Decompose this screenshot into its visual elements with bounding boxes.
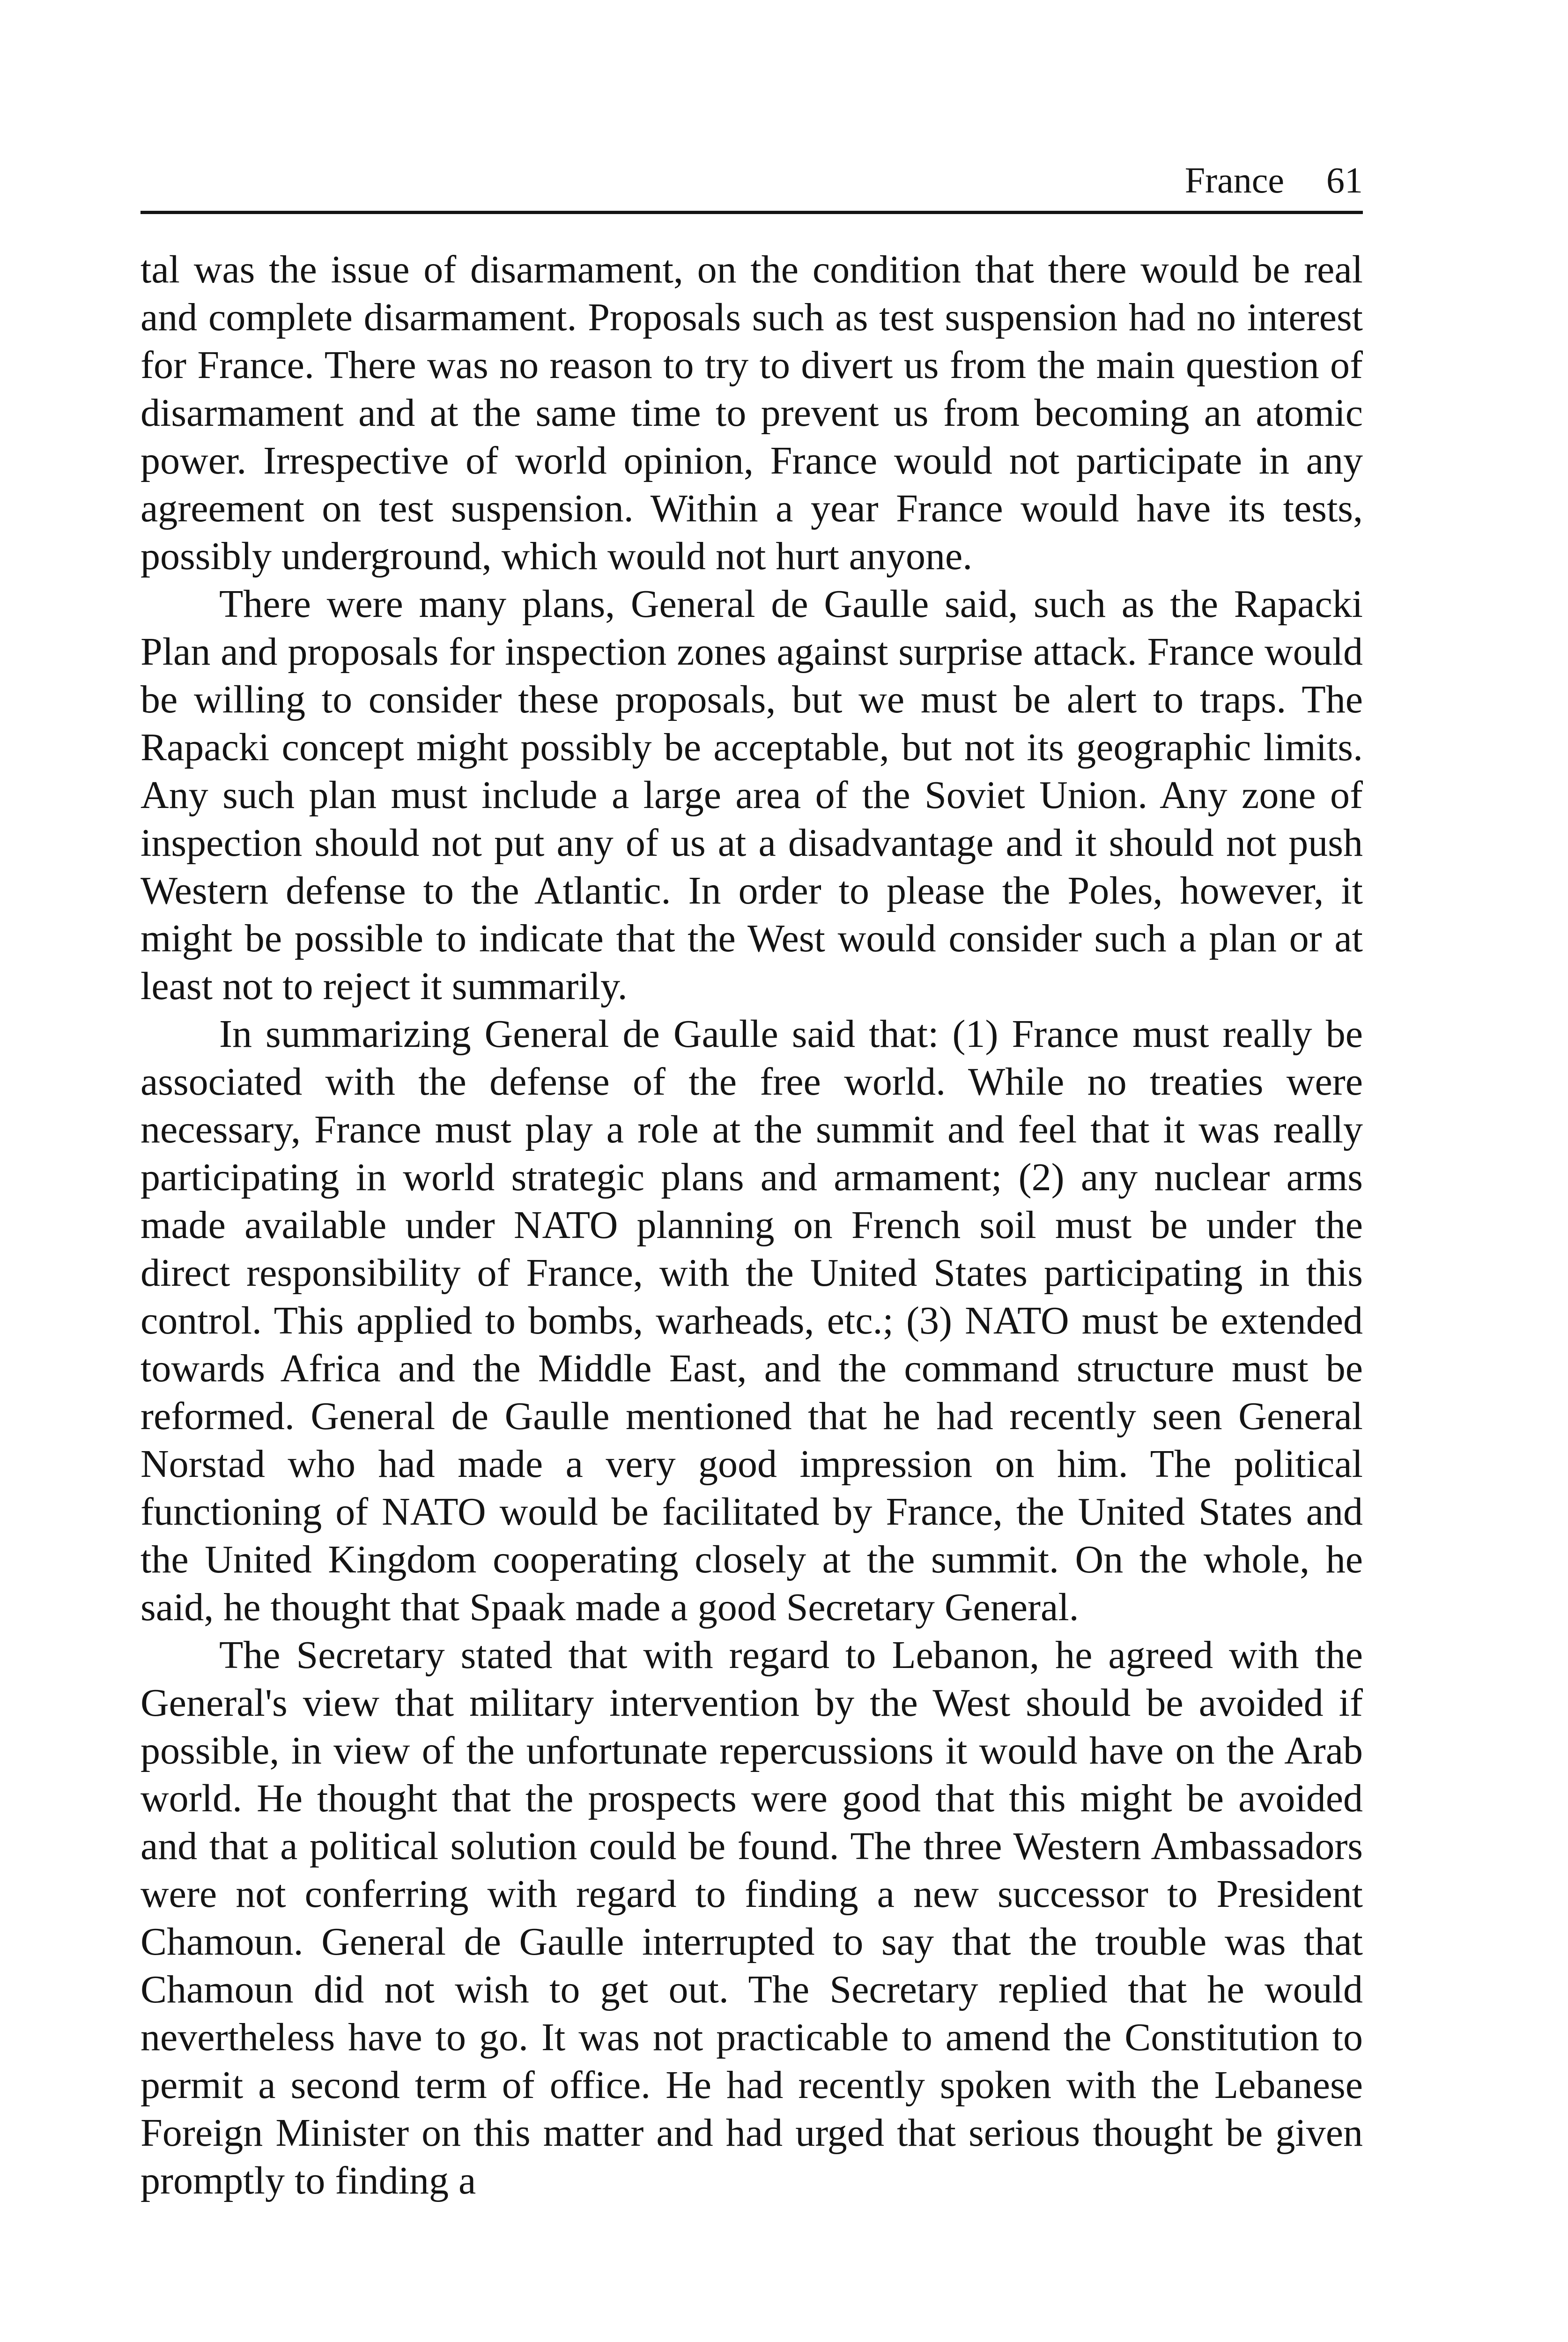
paragraph-1: tal was the issue of disarmament, on the condition that there would be real and complete disarmament. Proposals such as test suspension had no interest for France. There was no reason to try to divert us from the main question of disarmament and at the same time to prevent us from becoming an atomic power. Irrespective of world opinion, France would not participate in any agreement on test suspension. Within a year France would have its tests, possibly underground, which would not hurt anyone. bbox=[141, 248, 1363, 578]
paragraph-3: In summarizing General de Gaulle said that: (1) France must really be associated with the defense of the free world. While no treaties were necessary, France must play a role at the summit and feel that it was really participating in world strategic plans and armament; (2) any nuclear arms made available under NATO planning on French soil must be under the direct responsibility of France, with the United States participating in this control. This applied to bombs, warheads, etc.; (3) NATO must be extended towards Africa and the Middle East, and the command structure must be reformed. General de Gaulle mentioned that he had recently seen General Norstad who had made a very good impression on him. The political functioning of NATO would be facilitated by France, the United States and the United Kingdom cooperating closely at the summit. On the whole, he said, he thought that Spaak made a good Secretary General. bbox=[141, 1012, 1363, 1629]
paragraph-4: The Secretary stated that with regard to Lebanon, he agreed with the General's view that military intervention by the West should be avoided if possible, in view of the unfortunate repercussions it would have on the Arab world. He thought that the prospects were good that this might be avoided and that a political solution could be found. The three Western Ambassadors were not conferring with regard to finding a new successor to President Chamoun. General de Gaulle interrupted to say that the trouble was that Chamoun did not wish to get out. The Secretary replied that he would nevertheless have to go. It was not practicable to amend the Constitution to permit a second term of office. He had recently spoken with the Lebanese Foreign Minister on this matter and had urged that serious thought be given promptly to finding a bbox=[141, 1633, 1363, 2202]
running-header bbox=[141, 155, 1363, 206]
running-header-title: France bbox=[1184, 160, 1284, 200]
header-rule bbox=[141, 211, 1363, 214]
body-text bbox=[141, 246, 1363, 2205]
page-number: 61 bbox=[1326, 160, 1363, 200]
paragraph-2: There were many plans, General de Gaulle said, such as the Rapacki Plan and proposals for inspection zones against surprise attack. France would be willing to consider these proposals, but we must be alert to traps. The Rapacki concept might possibly be acceptable, but not its geographic limits. Any such plan must include a large area of the Soviet Union. Any zone of inspection should not put any of us at a disadvantage and it should not push Western defense to the Atlantic. In order to please the Poles, however, it might be possible to indicate that the West would consider such a plan or at least not to reject it summarily. bbox=[141, 582, 1363, 1008]
